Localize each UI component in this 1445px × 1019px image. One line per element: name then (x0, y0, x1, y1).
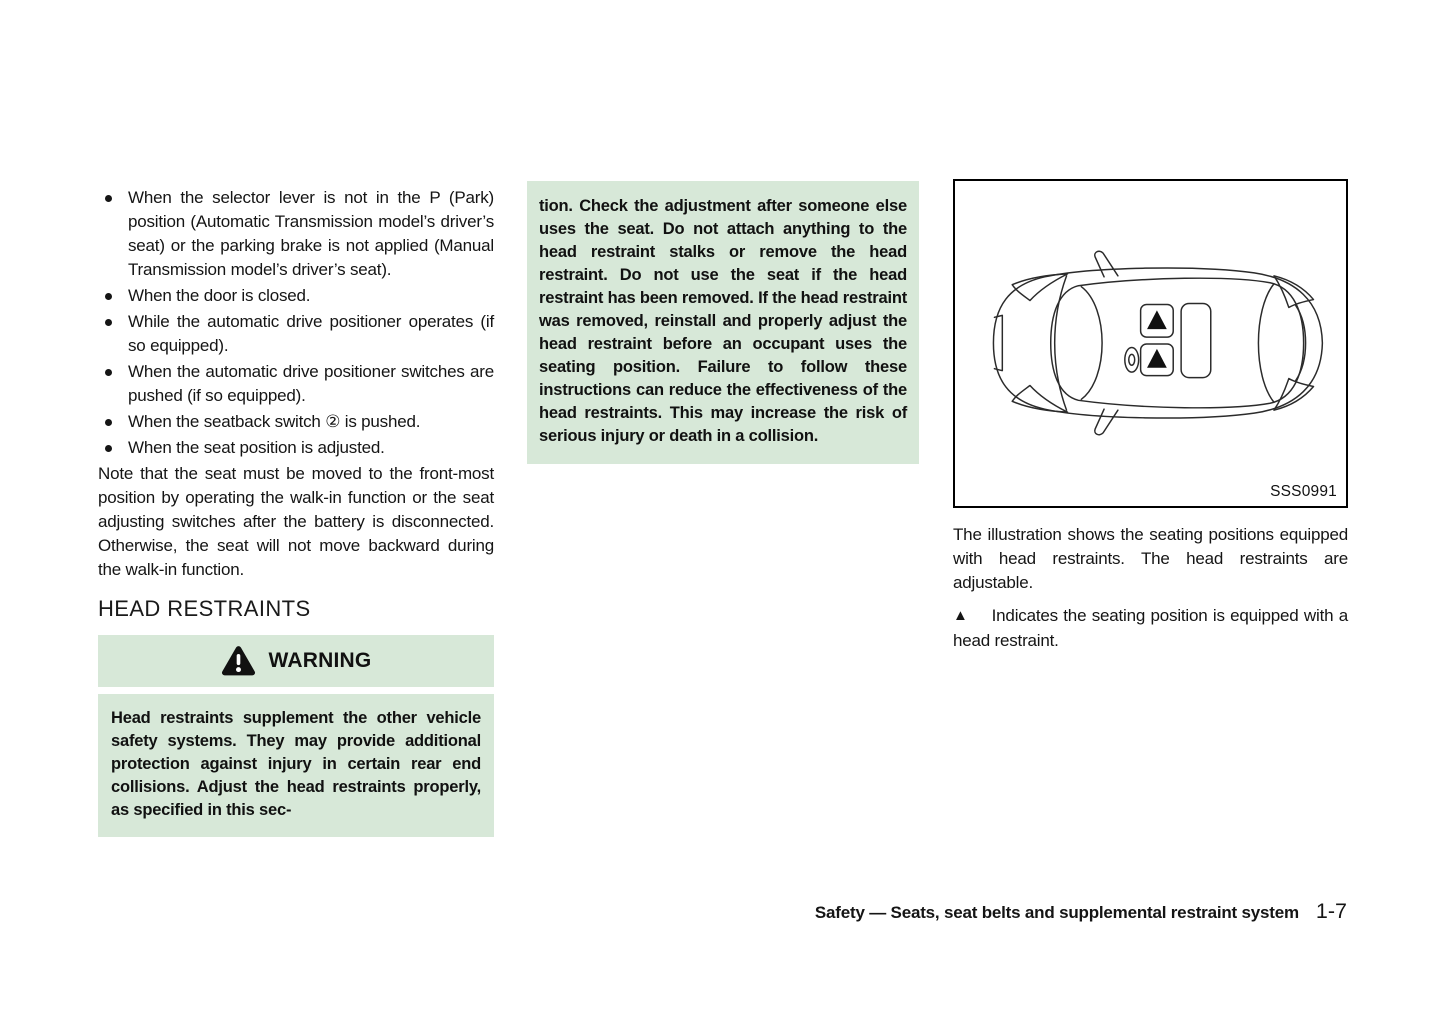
legend-paragraph (953, 604, 1348, 653)
warning-body-text: Head restraints supplement the other vehicle safety systems. They may provide additional protection against injury in certain rear end collisions. Adjust the head restraints properly, as specified in this sec- (98, 694, 494, 837)
side-mirror-bottom (1095, 409, 1118, 435)
bullet-item: When the door is closed. (98, 284, 494, 308)
car-top-view-illustration (955, 181, 1346, 506)
warning-triangle-icon (221, 645, 256, 677)
note-paragraph: Note that the seat must be moved to the front-most position by operating the walk-in function or the seat adjusting switches after the battery is disconnected. Otherwise, the seat will not move backward during the walk-in function. (98, 464, 494, 579)
bullet-item: When the automatic drive positioner switches are pushed (if so equipped). (98, 360, 494, 408)
bullet-item: When the seatback switch ② is pushed. (98, 410, 494, 434)
bullet-item: When the selector lever is not in the P (Park) position (Automatic Transmission model’s driver’s seat) or the parking brake is not applied (Manual Transmission model’s driver’s seat). (98, 186, 494, 282)
left-column (98, 186, 494, 837)
bullet-item: While the automatic drive positioner operates (if so equipped). (98, 310, 494, 358)
condition-bullet-list (98, 186, 494, 460)
middle-column (527, 181, 919, 464)
warning-title: WARNING (268, 649, 372, 672)
figure-code-label: SSS0991 (1266, 483, 1337, 501)
taillight-top (1274, 276, 1314, 308)
car-illustration-figure (953, 179, 1348, 508)
legend-text: Indicates the seating position is equipped with a head restraint. (953, 606, 1348, 650)
car-body-outline (993, 268, 1322, 418)
rear-seat (1181, 303, 1211, 377)
right-column (953, 179, 1348, 653)
warning-continuation-text: tion. Check the adjustment after someone else uses the seat. Do not attach anything to the head restraint stalks or remove the head restraint. Do not use the seat if the head restraint has been removed. If the head restraint was removed, reinstall and properly adjust the head restraint before an occupant uses the seating position. Failure to follow these instructions can reduce the effectiveness of the head restraints. This may increase the risk of serious injury or death in a collision. (527, 181, 919, 464)
bullet-item: When the seat position is adjusted. (98, 436, 494, 460)
taillight-bottom (1274, 379, 1314, 411)
warning-header (98, 635, 494, 687)
rear-window-line (1258, 284, 1274, 403)
head-restraint-marker (1147, 310, 1167, 329)
windshield-line (1081, 287, 1102, 400)
triangle-marker-icon: ▲ (953, 607, 968, 624)
warning-divider (98, 687, 494, 694)
page-footer (815, 899, 1347, 924)
hood-line (1055, 276, 1067, 410)
side-mirror-top (1095, 251, 1118, 277)
footer-section-title: Safety — Seats, seat belts and supplemental restraint system (814, 903, 1299, 922)
steering-wheel-hub (1129, 354, 1135, 365)
steering-wheel (1125, 347, 1139, 372)
section-heading: HEAD RESTRAINTS (98, 596, 311, 621)
head-restraint-marker (1147, 349, 1167, 368)
footer-page-number: 1-7 (1315, 899, 1347, 923)
figure-description: The illustration shows the seating positions equipped with head restraints. The head restraints are adjustable. (953, 525, 1348, 592)
warning-block (98, 635, 494, 837)
